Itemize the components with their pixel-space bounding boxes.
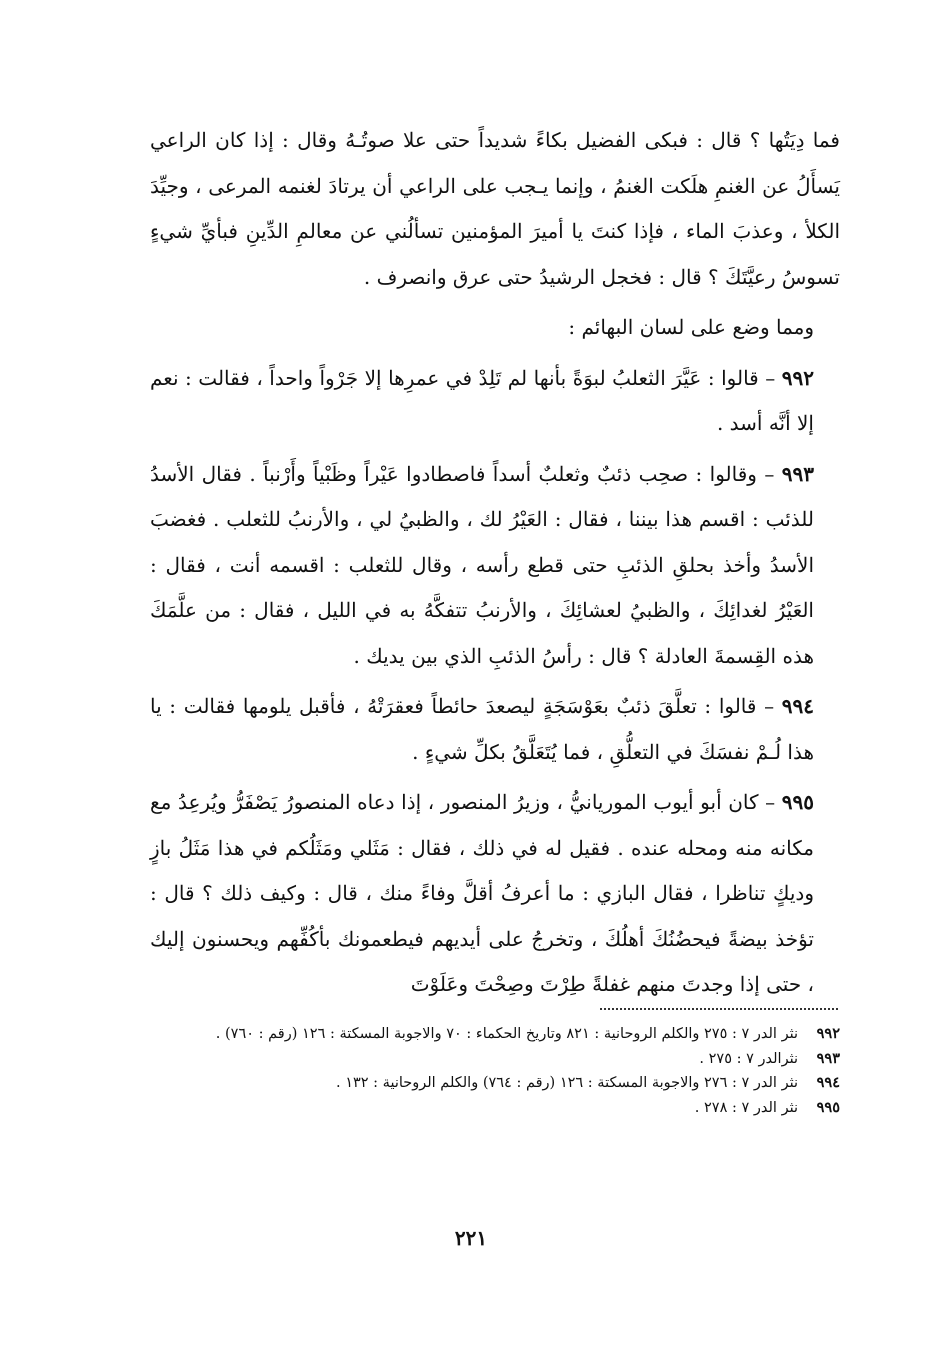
footnote-number: ٩٩٥ <box>816 1098 840 1116</box>
entry-993 <box>150 452 840 680</box>
entry-995 <box>150 780 840 1008</box>
footnote-number: ٩٩٤ <box>816 1074 840 1091</box>
footnote-number: ٩٩٢ <box>816 1025 840 1042</box>
entry-number: ٩٩٣ <box>781 461 814 486</box>
entry-text: – قالوا : عَيَّرَ الثعلبُ لبوَةً بأنها لم تَلِدْ في عمرِها إلا جَرْواً واحداً ، فقالت : نعم إلا أنَّه أسد . <box>150 365 814 435</box>
footnote-number: ٩٩٣ <box>816 1049 840 1067</box>
footnote-text: نثر الدر ٧ : ٢٧٦ والاجوبة المسكتة : ١٢٦ (رقم : ٧٦٤) والكلم الروحانية : ١٣٢ . <box>335 1075 798 1091</box>
page-number: ٢٢١ <box>454 1226 488 1250</box>
footnote-text: نثر الدر ٧ : ٢٧٨ . <box>694 1099 798 1116</box>
footnote-item <box>150 1071 840 1096</box>
footnote-item <box>150 1022 840 1047</box>
footnote-text: نثرالدر ٧ : ٢٧٥ . <box>699 1050 798 1067</box>
section-intro: ومما وضع على لسان البهائم : <box>568 315 814 339</box>
footnote-item <box>150 1047 840 1072</box>
entry-text: – كان أبو أيوب الموريانيُّ ، وزيرُ المنصور ، إذا دعاه المنصورُ يَصْفَرُّ ويُرعِدُ مع مكانه منه ومحله عنده . فقيل له في ذلك ، فقال : مَثَلي ومَثَلُكم في هذا مَثَلُ بازٍ وديكٍ تناظرا ، فقال البازي : ما أعرفُ أقلَّ وفاءً منك ، قال : وكيف ذلك ؟ قال : تؤخذ بيضةً فيحضُنُكَ أهلُكَ ، وتخرجُ على أيديهم فيطعمونك بأكُفِّهم ويحسنون إليك ، حتى إذا وجدتَ منهم غفلةً طِرْتَ وصِحْتَ وعَلَوْتَ <box>150 790 814 996</box>
entry-number: ٩٩٤ <box>781 694 814 718</box>
entry-text: – وقالوا : صحِب ذئبٌ وثعلبٌ أسداً فاصطادوا عَيْراً وظَبْياً وأَرْنباً . فقال الأسدُ للذئب : اقسم هذا بيننا ، فقال : العَيْرُ لك ، والظبيُ لي ، والأرنبُ للثعلب . فغضبَ الأسدُ وأخذ بحلقِ الذئبِ حتى قطع رأسه ، وقال للثعلب : اقسمه أنت ، فقال : العَيْرُ لغدائِكَ ، والظبيُ لعشائِكَ ، والأرنبُ تتفكَّهُ به في الليل ، فقال : من علَّمَكَ هذه القِسمةَ العادلة ؟ قال : رأسُ الذئبِ الذي بين يديك . <box>150 461 814 668</box>
entry-text: – قالوا : تعلَّقَ ذئبٌ بعَوْسَجَةٍ ليصعدَ حائطاً فعقرَتْهُ ، فأقبل يلومها فقالت : يا هذا لُـمْ نفسَكَ في التعلُّقِ ، فما يُتَعَلَّقُ بكلِّ شيءٍ . <box>150 694 814 764</box>
main-text <box>150 118 840 1008</box>
footnote-item <box>150 1096 840 1121</box>
paragraph-continuation: فما دِيَتُها ؟ قال : فبكى الفضيل بكاءً شديداً حتى علا صوتُـهُ وقال : إذا كان الراعي يَسأَلُ عن الغنمِ هلَكت الغنمُ ، وإنما يـجب على الراعي أن يرتادَ لغنمه المرعى ، وجيِّدَ الكلأ ، وعذبَ الماء ، فإذا كنتَ يا أميرَ المؤمنين تسألُني عن معالمِ الدِّينِ فبأيِّ شيءٍ تسوسُ رعيَّتَكَ ؟ قال : فخجل الرشيدُ حتى عرق وانصرف . <box>150 128 840 289</box>
entry-number: ٩٩٥ <box>781 790 814 814</box>
entry-994 <box>150 684 840 775</box>
footnote-divider <box>600 1008 838 1010</box>
entry-992 <box>150 356 840 447</box>
footnote-text: نثر الدر ٧ : ٢٧٥ والكلم الروحانية : ٨٢١ وتاريخ الحكماء : ٧٠ والاجوبة المسكتة : ١٢٦ (رقم : ٧٦٠) . <box>215 1026 798 1042</box>
footnotes <box>150 1022 840 1120</box>
entry-number: ٩٩٢ <box>781 365 815 390</box>
